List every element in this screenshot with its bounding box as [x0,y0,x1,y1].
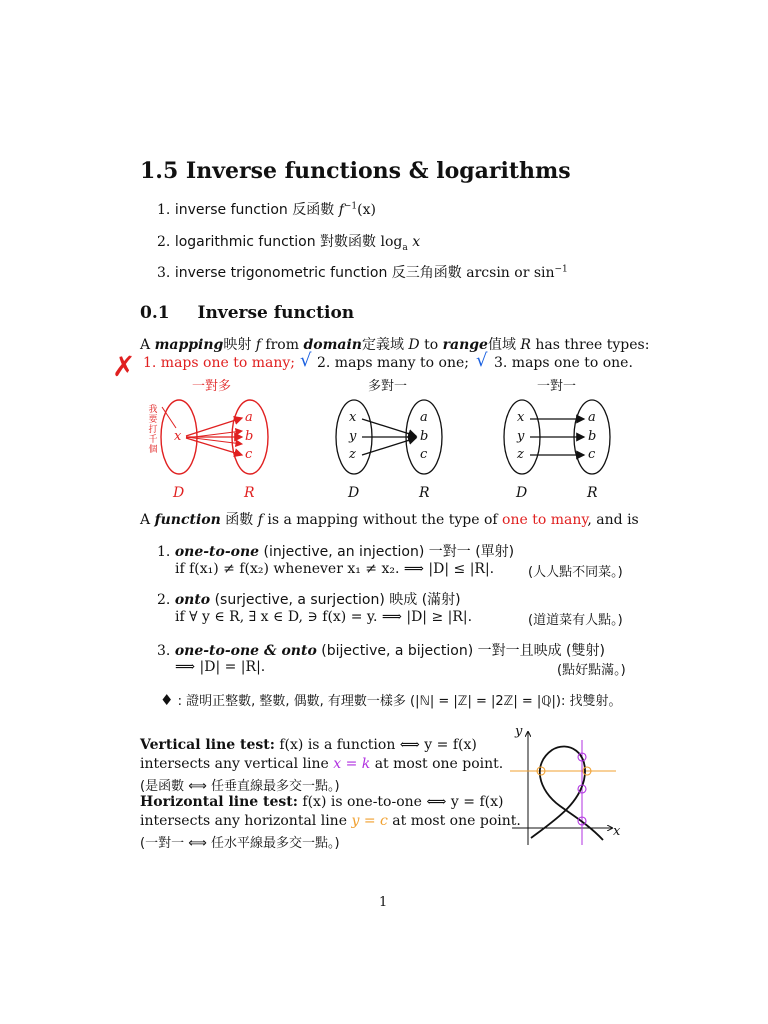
subsection-title: Inverse function [197,303,355,323]
range-cn: 值域 [487,337,516,353]
horizontal-test-text: intersects any horizontal line [140,813,347,829]
toc-num: 3. [157,265,171,281]
note-char: 要 [148,415,158,425]
graph-y-label: y [515,724,523,739]
note-char: 千 [148,435,158,445]
vertical-test-cn: (是函數 ⟺ 任垂直線最多交一點。) [140,779,340,794]
horizontal-line-eq: y = c [351,813,388,829]
one-to-many-highlight: one to many [502,512,588,528]
loop-curve [531,747,603,840]
diamond-text: : 證明正整數, 整數, 偶數, 有理數一樣多 (|ℕ| = |ℤ| = |2ℤ| = |ℚ|): 找雙射。 [177,694,622,709]
note-char: 個 [148,445,158,455]
horizontal-test-title: Horizontal line test: [140,794,298,810]
d2-left-z: z [349,447,356,462]
property-1-condition: if f(x₁) ≠ f(x₂) whenever x₁ ≠ x₂. ⟹ |D| ≤ |R|. [175,561,495,577]
label-many-to-one-cn: 多對一 [368,379,408,394]
d3-left-z: z [517,447,524,462]
d2-left-y: y [349,429,357,444]
toc-sup: −1 [343,201,358,212]
word-from: from [265,337,299,353]
d3-label-D: D [516,485,528,501]
label-one-to-one-cn: 一對一 [537,379,577,394]
d3-left-y: y [517,429,525,444]
type-one-to-one: 3. maps one to one. [494,355,633,371]
d1-right-c: c [245,447,253,462]
d3-right-b: b [588,429,597,444]
toc-tail: x [412,234,421,250]
property-2-condition: if ∀ y ∈ R, ∃ x ∈ D, ∋ f(x) = y. ⟹ |D| ≥ |R|. [175,609,473,625]
red-cross-mark: ✗ [112,350,136,383]
math-R: R [520,337,531,353]
prop-num: 3. [157,643,171,659]
prop-num: 1. [157,544,171,560]
d2-right-a: a [420,410,428,425]
definition-end: , and is [587,512,639,528]
d2-right-c: c [420,447,428,462]
domain-cn: 定義域 [361,337,404,353]
prop-desc: (bijective, a bijection) 一對一且映成 (雙射) [321,643,605,659]
vertical-test-tail: at most one point. [374,756,504,772]
toc-num: 2. [157,234,171,250]
toc-math: arcsin or sin [466,265,555,281]
toc-sub: a [402,242,408,253]
property-3-note: (點好點滿。) [557,663,626,678]
type-many-to-one: 2. maps many to one; [317,355,469,371]
property-3-condition: ⟹ |D| = |R|. [175,659,266,675]
graph-x-label: x [613,824,621,839]
property-1-note: (人人點不同菜。) [528,565,623,580]
diamond-icon: ♦ [160,691,174,709]
horizontal-test-cn: (一對一 ⟺ 任水平線最多交一點。) [140,836,340,851]
d3-right-c: c [588,447,596,462]
domain-term: domain [303,337,362,353]
function-term: function [154,512,221,528]
toc-math: f [338,202,344,218]
blue-check-mark-1: √ [300,350,312,371]
toc-num: 1. [157,202,171,218]
word-a: A [140,512,151,528]
d1-label-R: R [244,485,255,501]
prop-name: one-to-one & onto [174,643,317,659]
prop-name: onto [174,592,211,608]
d1-right-a: a [245,410,253,425]
d2-label-R: R [419,485,430,501]
subsection-number: 0.1 [140,303,170,323]
mapping-cn: 映射 [223,337,252,353]
d2-left-x: x [349,410,357,425]
note-char: 我 [148,405,158,415]
horizontal-test-tail: at most one point. [392,813,521,829]
toc-math: log [380,234,403,250]
toc-text: logarithmic function 對數函數 [174,234,377,250]
definition-mid: is a mapping without the type of [267,512,498,528]
horizontal-test-statement: f(x) is one-to-one ⟺ y = f(x) [302,794,504,810]
function-cn: 函數 [225,512,254,528]
toc-tail: (x) [357,202,376,218]
label-one-to-many-cn: 一對多 [192,379,232,394]
math-f: f [255,337,261,353]
d3-left-x: x [517,410,525,425]
prop-desc: (surjective, a surjection) 映成 (滿射) [214,592,461,608]
d1-right-b: b [245,429,254,444]
d1-label-D: D [173,485,185,501]
d3-label-R: R [587,485,598,501]
mapping-term: mapping [154,337,224,353]
range-term: range [442,337,488,353]
d2-label-D: D [348,485,360,501]
vertical-line-eq: x = k [333,756,371,772]
math-f: f [257,512,263,528]
type-one-to-many: 1. maps one to many; [143,355,295,371]
note-char: 打 [148,425,158,435]
d1-left-x: x [174,429,182,444]
vertical-test-title: Vertical line test: [140,737,275,753]
prop-desc: (injective, an injection) 一對一 (單射) [263,544,515,560]
toc-sup: −1 [554,264,568,275]
intro-tail: has three types: [535,337,650,353]
word-a: A [140,337,151,353]
vertical-test-statement: f(x) is a function ⟺ y = f(x) [279,737,477,753]
section-title: 1.5 Inverse functions & logarithms [140,158,571,184]
property-2-note: (道道菜有人點。) [528,613,623,628]
prop-num: 2. [157,592,171,608]
toc-text: inverse function 反函數 [174,202,335,218]
word-to: to [424,337,439,353]
toc-text: inverse trigonometric function 反三角函數 [174,265,462,281]
page-number: 1 [379,895,388,910]
vertical-test-text: intersects any vertical line [140,756,329,772]
math-D: D [408,337,420,353]
prop-name: one-to-one [174,544,260,560]
d3-right-a: a [588,410,596,425]
blue-check-mark-2: √ [476,350,488,371]
d2-right-b: b [420,429,429,444]
